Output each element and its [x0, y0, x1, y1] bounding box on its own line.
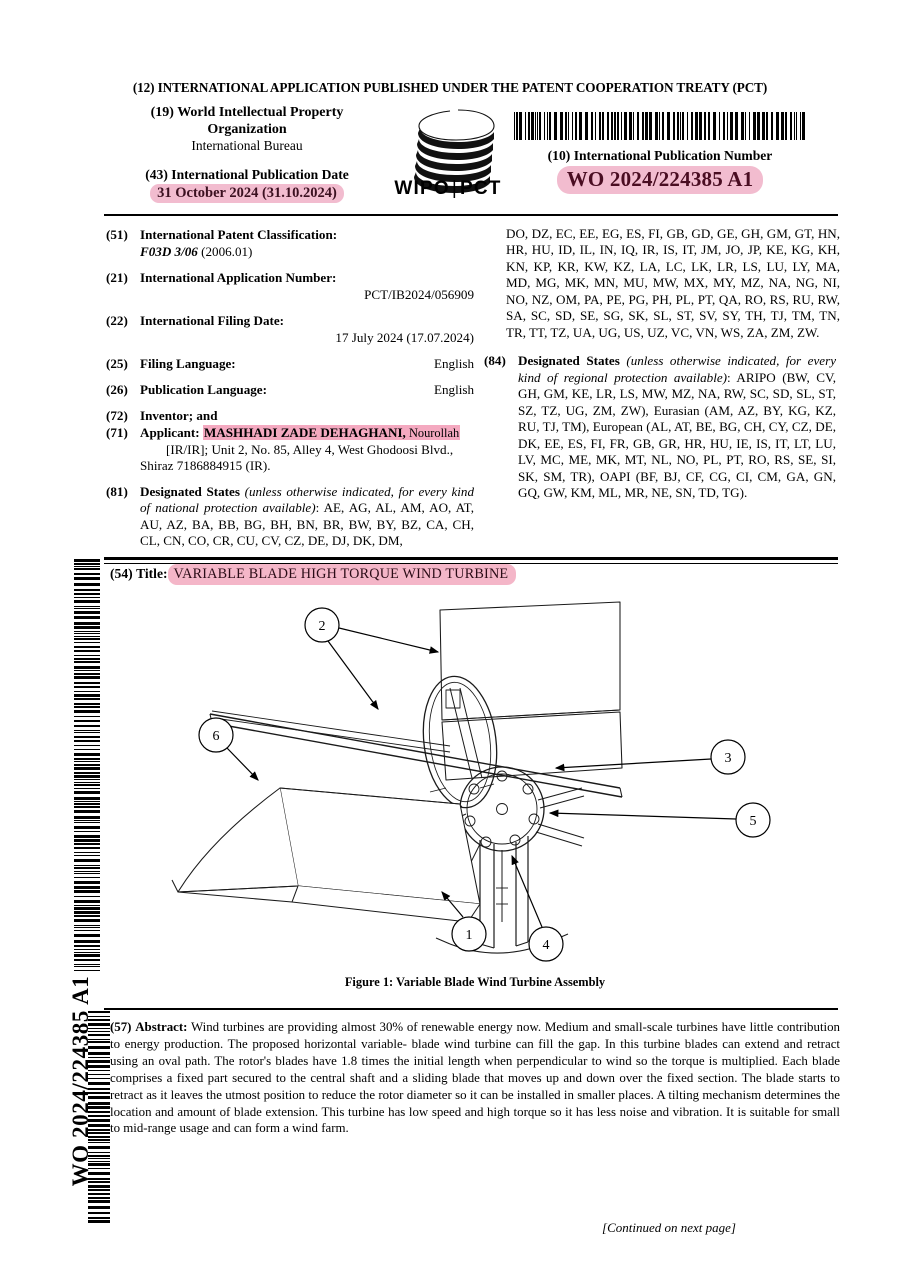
publication-date-label: (43) International Publication Date — [145, 167, 349, 182]
abstract-code-57: (57) — [110, 1020, 132, 1034]
entry-code-71: (71) — [106, 425, 128, 441]
designated-regional-qualifier: (unless otherwise indicated, for every kind of regional protection available) — [518, 353, 837, 385]
publication-language-label: Publication Language: — [140, 382, 267, 398]
entry-code-84: (84) — [484, 353, 506, 369]
ipc-value: F03D 3/06 — [140, 244, 198, 260]
figure-callout-3: 3 — [724, 751, 732, 766]
invention-title-line — [110, 566, 830, 583]
patent-figure-drawing — [150, 592, 840, 972]
wipo-international-bureau: International Bureau — [191, 138, 303, 154]
wipo-organization-name: Organization — [207, 122, 287, 138]
figure-caption: Figure 1: Variable Blade Wind Turbine Assembly — [344, 975, 606, 989]
entry-applicant — [106, 425, 478, 475]
publication-barcode — [513, 112, 805, 140]
title-code-54: (54) — [110, 566, 133, 581]
entry-designated-regional — [484, 353, 840, 501]
entry-designated-national — [106, 484, 478, 550]
publication-number-label: (10) International Publication Number — [547, 148, 773, 163]
entry-code-51: (51) — [106, 227, 128, 242]
figure-callout-5: 5 — [749, 814, 757, 829]
filing-date-value: 17 July 2024 (17.07.2024) — [335, 330, 474, 346]
applicant-surname: MASHHADI ZADE DEHAGHANI, — [203, 425, 406, 441]
bibliographic-right-column — [484, 226, 840, 511]
side-vertical-barcode-upper — [74, 558, 100, 976]
figure-callout-2: 2 — [318, 619, 326, 634]
abstract-block — [110, 1019, 840, 1137]
entry-filing-date — [106, 312, 478, 346]
publication-number-highlight: WO 2024/224385 A1 — [557, 166, 764, 194]
designated-national-qualifier: (unless otherwise indicated, for every kind of national protection available) — [140, 483, 475, 516]
entry-code-81: (81) — [106, 483, 128, 499]
publication-language-value: English — [433, 382, 474, 398]
pct-header-line: (12) INTERNATIONAL APPLICATION PUBLISHED UNDER THE PATENT COOPERATION TREATY (PCT) — [132, 80, 768, 95]
application-number-label: International Application Number: — [140, 270, 337, 286]
applicant-label: Applicant: — [140, 425, 200, 441]
applicant-name-highlight — [203, 425, 460, 440]
applicant-address-line1: [IR/IR]; Unit 2, No. 85, Alley 4, West Ghodoosi Blvd., — [166, 441, 454, 457]
wordmark-wipo: WIPO — [394, 178, 450, 199]
publication-date-value-wrap — [108, 184, 386, 202]
filing-date-label: International Filing Date: — [140, 313, 285, 329]
wordmark-divider: | — [451, 178, 458, 199]
entry-code-72: (72) — [106, 408, 128, 424]
designated-states-continued: DO, DZ, EC, EE, EG, ES, FI, GB, GD, GE, GH, GM, GT, HN, HR, HU, ID, IL, IN, IQ, IR, IS, IT, JM, JO, JP, KE, KG, KH, KN, KP, KR, KW, KZ, LA, LC, LK, LR, LS, LU, LY, MA, MD, MG, MK, MN, MU, MW, MX, MY, MZ, NA, NG, NI, NO, NZ, OM, PA, PE, PG, PH, PL, PT, QA, RO, RS, RU, RW, SA, SC, SD, SE, SG, SK, SL, ST, SV, SY, TH, TJ, TM, TN, TR, TT, TZ, UA, UG, US, UZ, VC, VN, WS, ZA, ZM, ZW. — [506, 226, 840, 340]
designated-national-list: : AE, AG, AL, AM, AO, AT, AU, AZ, BA, BB, BG, BH, BN, BR, BW, BY, BZ, CA, CH, CL, CN, CO, CR, CU, CV, CZ, DE, DJ, DK, DM, — [140, 500, 474, 549]
designated-regional-label: Designated States — [518, 353, 620, 369]
figure-callout-1: 1 — [465, 928, 473, 943]
abstract-text: Wind turbines are providing almost 30% of renewable energy now. Medium and small-scale turbines have little contribution to energy production. The proposed horizontal variable- blade wind turbine can fill the gap. In this turbine blades can extend and retract using an oval path. The rotor's blades have 1.8 times the initial length when perpendicular to wind so the torque is multiplied. Each blade comprises a fixed part secured to the central shaft and a sliding blade that moves up and down over the fixed section. The blade starts to retract as it leaves the utmost position to reduce the rotor diameter so it can be installed in smaller places. A tilting mechanism determines the location and amount of blade extension. This turbine has low speed and high torque so it has less noise and vibration. It is suitable for small to mid-range usage and can form a wind farm. — [110, 1020, 840, 1136]
title-label: Title: — [136, 566, 168, 581]
entry-code-22: (22) — [106, 313, 128, 329]
invention-title-highlight: VARIABLE BLADE HIGH TORQUE WIND TURBINE — [168, 564, 517, 585]
publication-number-value-wrap — [500, 167, 820, 192]
applicant-address-line2: Shiraz 7186884915 (IR). — [140, 458, 271, 474]
wipo-code-19: (19) World Intellectual Property — [150, 105, 344, 120]
figure-callout-6: 6 — [212, 729, 220, 744]
entry-publication-language — [106, 381, 478, 398]
ipc-value-suffix: (2006.01) — [197, 244, 253, 260]
entry-code-26: (26) — [106, 382, 128, 398]
entry-filing-language — [106, 355, 478, 372]
title-divider-rule-top — [104, 557, 838, 560]
publication-date-highlight: 31 October 2024 (31.10.2024) — [150, 184, 344, 203]
wordmark-pct: PCT — [460, 178, 502, 199]
filing-language-label: Filing Language: — [140, 356, 236, 372]
figure-callout-4: 4 — [542, 938, 550, 953]
entry-code-21: (21) — [106, 270, 128, 286]
entry-inventor — [106, 407, 478, 424]
filing-language-value: English — [433, 356, 474, 372]
entry-application-number — [106, 269, 478, 303]
wipo-organization-block — [108, 104, 386, 155]
header-divider-rule — [104, 214, 838, 216]
entry-ipc — [106, 226, 478, 260]
abstract-divider-rule — [104, 1008, 838, 1010]
designated-regional-list: : ARIPO (BW, CV, GH, GM, KE, LR, LS, MW, MZ, NA, RW, SC, SD, SL, ST, SZ, TZ, UG, ZM, ZW), Eurasian (AM, AZ, BY, KG, KZ, RU, TJ, TM), European (AL, AT, BE, BG, CH, CY, CZ, DE, DK, EE, ES, FI, FR, GB, GR, HR, HU, IE, IS, IT, LT, LU, LV, MC, ME, MK, MT, NL, NO, PL, PT, RO, RS, SE, SI, SK, SM, TR), OAPI (BF, BJ, CF, CG, CI, CM, GA, GN, GQ, GW, KM, ML, MR, NE, SN, TD, TG). — [518, 369, 836, 501]
applicant-givenname: Nourollah — [405, 426, 460, 441]
application-number-value: PCT/IB2024/056909 — [364, 287, 474, 303]
entry-code-25: (25) — [106, 356, 128, 372]
continued-notice: [Continued on next page] — [602, 1220, 736, 1235]
side-publication-number: WO 2024/224385 A1 — [68, 975, 93, 1187]
abstract-label: Abstract: — [135, 1020, 188, 1034]
ipc-label: International Patent Classification: — [140, 227, 338, 242]
bibliographic-left-column — [106, 226, 478, 559]
designated-national-label: Designated States — [140, 483, 240, 499]
wipo-pct-wordmark — [380, 178, 516, 200]
inventor-label: Inventor; and — [140, 408, 218, 424]
